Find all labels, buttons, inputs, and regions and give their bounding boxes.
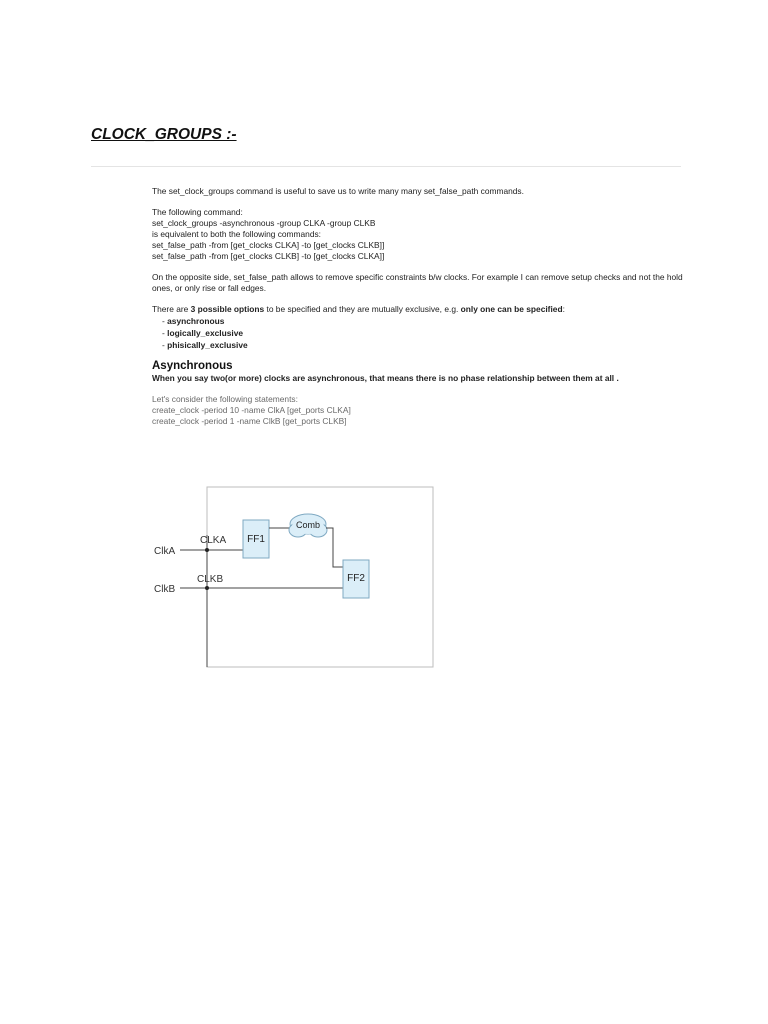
create-clock-line-2: create_clock -period 1 -name ClkB [get_ports CLKB]	[152, 416, 347, 426]
options-pre: There are	[152, 304, 189, 314]
following-command-label: The following command:	[152, 207, 243, 217]
command-line: set_clock_groups -asynchronous -group CLKA -group CLKB	[152, 218, 376, 228]
option-item: - phisically_exclusive	[162, 339, 692, 351]
clkb-node	[205, 586, 209, 590]
ff1-label: FF1	[247, 534, 265, 545]
section-title: Asynchronous	[152, 360, 233, 372]
clock-diagram	[148, 480, 448, 675]
equivalent-label: is equivalent to both the following commands:	[152, 229, 321, 239]
clkb-net-label: CLKB	[197, 574, 224, 585]
ff2-label: FF2	[347, 573, 365, 584]
options-end: :	[562, 304, 565, 314]
document-body	[152, 186, 692, 427]
options-constraint: only one can be specified	[460, 304, 563, 314]
options-list	[152, 315, 692, 351]
false-path-line-2: set_false_path -from [get_clocks CLKB] -to [get_clocks CLKA]]	[152, 251, 385, 261]
option-item: - logically_exclusive	[162, 327, 692, 339]
page-heading: CLOCK_GROUPS :-	[91, 126, 237, 143]
options-mid: to be specified and they are mutually exclusive, e.g.	[266, 304, 459, 314]
diagram-frame	[207, 487, 433, 667]
async-description: When you say two(or more) clocks are asynchronous, that means there is no phase relationship between them at all .	[152, 373, 619, 383]
create-clock-line-1: create_clock -period 10 -name ClkA [get_ports CLKA]	[152, 405, 351, 415]
consider-label: Let's consider the following statements:	[152, 394, 298, 404]
clka-port-label: ClkA	[154, 546, 176, 557]
opposite-paragraph: On the opposite side, set_false_path allows to remove specific constraints b/w clocks. For example I can remove setup checks and not the hold ones, or only rise or fall edges.	[152, 272, 683, 293]
false-path-line-1: set_false_path -from [get_clocks CLKA] -to [get_clocks CLKB]]	[152, 240, 385, 250]
comb-to-ff2-wire	[326, 528, 343, 567]
clkb-port-label: ClkB	[154, 584, 176, 595]
clka-net-label: CLKA	[200, 535, 227, 546]
clka-node	[205, 548, 209, 552]
comb-label: Comb	[295, 520, 321, 530]
options-count: 3 possible options	[190, 304, 265, 314]
intro-text: The set_clock_groups command is useful to save us to write many many set_false_path commands.	[152, 186, 524, 196]
divider	[91, 166, 681, 167]
option-item: - asynchronous	[162, 315, 692, 327]
options-sentence	[152, 304, 692, 315]
